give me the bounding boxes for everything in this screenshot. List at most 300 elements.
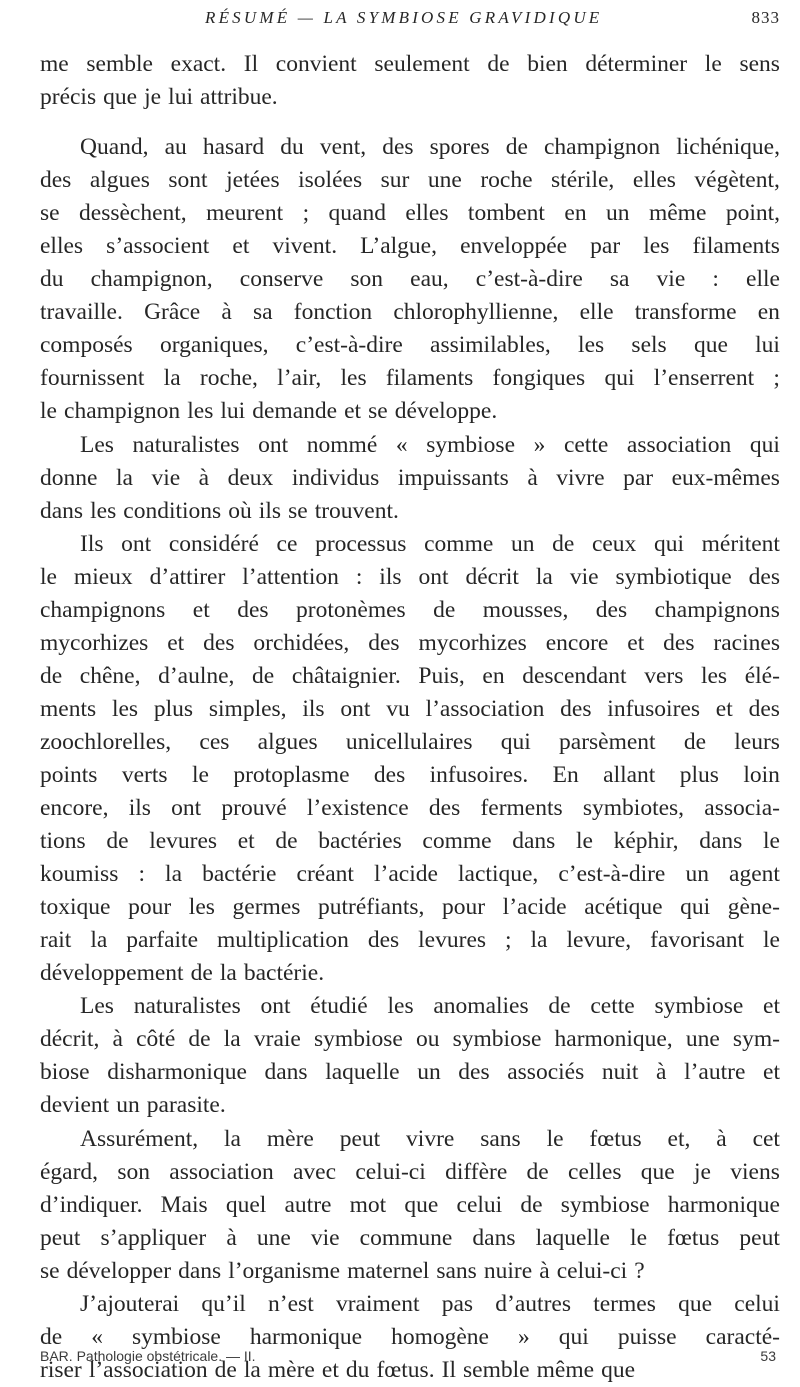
word: et — [627, 629, 645, 656]
text-line — [40, 1023, 780, 1056]
word: parasite. — [146, 1092, 226, 1119]
word: la — [165, 861, 183, 888]
word: c’est-à-dire — [558, 861, 666, 888]
word: ou — [415, 1026, 440, 1053]
word: d’aulne, — [158, 662, 235, 689]
word: des — [373, 761, 406, 788]
word: spores — [429, 134, 490, 161]
word: celui — [734, 1290, 780, 1317]
word: symbiose — [560, 1191, 650, 1218]
word: ces — [199, 728, 230, 755]
word: ont — [171, 795, 202, 822]
text-line — [40, 594, 780, 627]
word: infusoires. — [429, 761, 529, 788]
word: biose — [40, 1059, 90, 1086]
word: koumiss — [40, 861, 119, 888]
word: de — [487, 51, 510, 77]
word: autre — [284, 1191, 332, 1218]
word: travaille. — [40, 299, 123, 326]
word: conserve — [239, 266, 324, 293]
word: précis — [40, 84, 97, 111]
text-line — [40, 263, 780, 296]
word: » — [533, 431, 546, 458]
word: composés — [40, 332, 133, 359]
word: le — [40, 398, 57, 425]
word: harmonique — [667, 1191, 780, 1218]
word: elles — [632, 167, 676, 194]
text-line — [40, 1255, 780, 1288]
word: dans — [178, 1257, 222, 1284]
text-line — [40, 561, 780, 594]
word: des — [428, 795, 461, 822]
word: à — [527, 464, 538, 491]
word: cette — [590, 993, 635, 1020]
word: : — [138, 861, 145, 888]
text-line — [40, 48, 780, 81]
word: l’existence — [306, 795, 409, 822]
word: protonèmes — [296, 596, 406, 623]
word: se — [40, 200, 60, 227]
text-line — [40, 296, 780, 329]
word: cet — [752, 1125, 780, 1152]
word: Les — [80, 993, 114, 1020]
word: fonction — [293, 299, 373, 326]
word: donne — [40, 464, 98, 491]
word: à — [226, 1224, 237, 1251]
word: symbiose — [654, 993, 744, 1020]
text-line — [40, 362, 780, 395]
word: un — [510, 530, 535, 557]
word: chlorophyllienne, — [393, 299, 559, 326]
word: des — [748, 695, 780, 722]
word: que — [693, 332, 728, 359]
word: individus — [291, 464, 380, 491]
word: Assurément, — [80, 1125, 199, 1152]
word: algues — [89, 167, 150, 194]
word: des — [382, 134, 414, 161]
word: quel — [225, 1191, 267, 1218]
word: pour — [128, 894, 172, 921]
word: des — [748, 563, 780, 590]
word: développer — [66, 1257, 172, 1284]
word: filaments — [385, 365, 474, 392]
word: qui — [653, 530, 684, 557]
text-line — [40, 1222, 780, 1255]
signature-mark: BAR. Pathologie obstétricale. — II. — [40, 1348, 256, 1364]
word: bactéries — [318, 828, 402, 855]
word: une — [685, 1026, 720, 1053]
word: prouvé — [221, 795, 287, 822]
text-line — [40, 891, 780, 924]
word: devient — [40, 1092, 110, 1119]
word: par — [590, 233, 621, 260]
word: encore — [545, 629, 609, 656]
word: parfaite — [126, 927, 199, 954]
word: Ils — [80, 530, 104, 557]
word: à — [539, 1257, 550, 1284]
text-line — [40, 825, 780, 858]
word: parsèment — [559, 728, 656, 755]
word: les — [188, 894, 215, 921]
word: homogène — [391, 1323, 489, 1350]
word: » — [518, 1323, 530, 1350]
word: dans — [40, 497, 84, 524]
word: levures — [149, 828, 218, 855]
word: un — [116, 1092, 140, 1119]
text-line — [40, 1056, 780, 1089]
word: ceux — [591, 530, 637, 557]
word: se — [288, 497, 308, 524]
word: je — [694, 1158, 711, 1185]
word: associés — [507, 1059, 585, 1086]
word: considéré — [168, 530, 259, 557]
word: harmonique, — [554, 1026, 673, 1053]
word: association — [626, 431, 732, 458]
word: vu — [386, 695, 410, 722]
word: champignons — [654, 596, 780, 623]
text-line — [40, 131, 780, 164]
signature-number: 53 — [760, 1348, 776, 1364]
word: fournissent — [40, 365, 145, 392]
word: de — [40, 1323, 63, 1350]
word: exact. — [170, 51, 227, 77]
word: vraie — [253, 1026, 301, 1053]
word: le — [630, 1224, 648, 1251]
word: allant — [603, 761, 656, 788]
text-line — [40, 693, 780, 726]
word: des — [368, 629, 400, 656]
word: convient — [275, 51, 357, 77]
word: Les — [80, 431, 114, 458]
word: mère — [266, 1125, 314, 1152]
word: la — [223, 1026, 241, 1053]
word: le — [40, 563, 57, 590]
word: sym- — [732, 1026, 780, 1053]
word: putréfiants, — [318, 894, 425, 921]
word: l’air, — [277, 365, 322, 392]
word: germes — [232, 894, 301, 921]
word: de — [40, 662, 63, 689]
word: décrit — [465, 563, 519, 590]
word: et — [237, 828, 255, 855]
word: laquelle — [535, 1224, 610, 1251]
word: : — [355, 563, 363, 590]
word: bactérie. — [243, 960, 325, 987]
word: fœtus. — [376, 1356, 435, 1383]
word: celui-ci — [355, 1158, 426, 1185]
word: qui — [680, 894, 711, 921]
word: de — [214, 1356, 237, 1383]
word: fongiques — [492, 365, 586, 392]
word: hasard — [202, 134, 265, 161]
text-line — [40, 990, 780, 1023]
word: anomalies — [433, 993, 529, 1020]
word: ont — [121, 530, 152, 557]
word: leurs — [734, 728, 780, 755]
word: et — [763, 1059, 780, 1086]
word: champignons — [40, 596, 166, 623]
word: puisse — [617, 1323, 677, 1350]
word: qui — [604, 365, 635, 392]
text-line — [40, 329, 780, 362]
word: du — [345, 1356, 370, 1383]
word: l’organisme — [228, 1257, 341, 1284]
word: étudié — [310, 993, 368, 1020]
text-line — [40, 197, 780, 230]
word: ont — [260, 993, 291, 1020]
word: en — [757, 299, 780, 326]
word: eux-mêmes — [671, 464, 780, 491]
word: son — [117, 1158, 150, 1185]
word: de — [683, 728, 707, 755]
word: élé- — [744, 662, 780, 689]
word: un — [417, 1059, 441, 1086]
word: que — [601, 1356, 636, 1383]
word: la — [115, 464, 133, 491]
word: bien — [527, 51, 568, 77]
word: me — [40, 51, 69, 77]
word: l’acide — [374, 861, 438, 888]
word: de — [252, 662, 275, 689]
word: Grâce — [144, 299, 201, 326]
word: racines — [713, 629, 780, 656]
word: champignon — [64, 398, 181, 425]
word: déterminer — [585, 51, 688, 77]
word: loin — [743, 761, 780, 788]
word: c’est-à-dire — [475, 266, 583, 293]
word: En — [552, 761, 579, 788]
word: ments — [40, 695, 97, 722]
word: verts — [121, 761, 168, 788]
word: du — [280, 134, 304, 161]
word: du — [40, 266, 64, 293]
word: et — [167, 629, 185, 656]
word: plus — [153, 695, 194, 722]
word: diffère — [445, 1158, 508, 1185]
word: elle — [579, 299, 614, 326]
word: le — [575, 828, 593, 855]
word: sur — [380, 167, 410, 194]
word: les — [90, 497, 117, 524]
word: acétique — [584, 894, 663, 921]
word: l’association — [425, 695, 545, 722]
word: la — [219, 960, 237, 987]
body-text — [40, 48, 780, 1387]
word: agent — [729, 861, 780, 888]
page-footer — [40, 1348, 780, 1368]
text-line — [40, 660, 780, 693]
word: côté — [136, 1026, 176, 1053]
word: des — [560, 695, 592, 722]
word: Il — [441, 1356, 456, 1383]
word: de — [275, 828, 298, 855]
word: l’autre — [684, 1059, 746, 1086]
word: un — [606, 200, 630, 227]
word: ferments — [480, 795, 563, 822]
word: la — [535, 563, 553, 590]
word: encore, — [40, 795, 109, 822]
word: de — [520, 1191, 543, 1218]
word: c’est-à-dire — [295, 332, 403, 359]
word: à — [221, 299, 232, 326]
word: ils — [379, 563, 402, 590]
word: et — [192, 596, 210, 623]
word: Puis, — [418, 662, 465, 689]
word: tombent — [467, 200, 545, 227]
word: des — [458, 1059, 490, 1086]
word: tions — [40, 828, 86, 855]
word: vivre — [556, 464, 605, 491]
word: créant — [296, 861, 354, 888]
word: laquelle — [325, 1059, 400, 1086]
word: chêne, — [79, 662, 141, 689]
word: une — [256, 1224, 291, 1251]
word: qui — [749, 431, 780, 458]
text-line — [40, 1156, 780, 1189]
word: eau, — [410, 266, 449, 293]
text-line — [40, 792, 780, 825]
word: protoplasme — [233, 761, 350, 788]
word: képhir, — [613, 828, 679, 855]
word: des — [203, 629, 235, 656]
page-number: 833 — [751, 8, 780, 27]
word: semble — [463, 1356, 530, 1383]
word: Il — [243, 51, 259, 77]
word: à — [656, 1059, 667, 1086]
word: décrit, — [40, 1026, 100, 1053]
word: vraiment — [335, 1290, 420, 1317]
word: harmonique — [249, 1323, 363, 1350]
word: sa — [253, 299, 273, 326]
word: que — [640, 1158, 675, 1185]
word: celui — [456, 1191, 503, 1218]
text-line — [40, 81, 780, 114]
word: lui — [755, 332, 780, 359]
word: ont — [340, 695, 371, 722]
word: les — [187, 398, 214, 425]
word: vent, — [319, 134, 367, 161]
word: peut — [739, 1224, 780, 1251]
word: processus — [315, 530, 407, 557]
word: le — [191, 761, 209, 788]
word: sont — [168, 167, 208, 194]
word: lui — [220, 398, 246, 425]
text-line — [40, 1288, 780, 1321]
word: meurent — [206, 200, 284, 227]
word: roche — [480, 167, 533, 194]
word: les — [643, 233, 670, 260]
word: fœtus — [589, 1125, 642, 1152]
word: les — [578, 332, 605, 359]
word: châtaignier. — [291, 662, 401, 689]
text-line — [40, 627, 780, 660]
word: la — [243, 1356, 261, 1383]
text-line — [40, 1189, 780, 1222]
word: unicellulaires — [345, 728, 473, 755]
word: sels — [631, 332, 667, 359]
word: nommé — [306, 431, 378, 458]
word: ils — [258, 497, 282, 524]
word: ; — [302, 200, 310, 227]
word: vie — [569, 563, 599, 590]
word: le — [546, 1125, 564, 1152]
word: quand — [328, 200, 386, 227]
word: l’enserrent — [653, 365, 755, 392]
word: je — [144, 84, 162, 111]
word: ils — [128, 795, 151, 822]
word: transforme — [634, 299, 737, 326]
word: l’attention — [242, 563, 339, 590]
text-line — [40, 462, 780, 495]
word: dans — [699, 828, 743, 855]
word: que — [678, 1290, 713, 1317]
word: rait — [40, 927, 72, 954]
word: ils — [302, 695, 325, 722]
word: n’est — [268, 1290, 314, 1317]
word: isolées — [298, 167, 363, 194]
word: elle — [746, 266, 780, 293]
word: des — [663, 629, 695, 656]
word: Quand, — [80, 134, 149, 161]
word: conditions — [123, 497, 222, 524]
text-line — [40, 230, 780, 263]
word: ; — [505, 927, 512, 954]
word: seulement — [374, 51, 470, 77]
word: L’algue, — [360, 233, 437, 260]
word: levure, — [566, 927, 632, 954]
word: même — [648, 200, 707, 227]
word: d’indiquer. — [40, 1191, 143, 1218]
word: où — [228, 497, 252, 524]
word: que — [404, 1191, 439, 1218]
word: descendant — [522, 662, 627, 689]
word: se — [40, 1257, 60, 1284]
word: de — [433, 596, 456, 623]
word: attribue. — [200, 84, 278, 111]
word: en — [564, 200, 587, 227]
word: champignon — [543, 134, 661, 161]
word: favorisant — [650, 927, 745, 954]
word: toxique — [40, 894, 111, 921]
word: vivre — [406, 1125, 455, 1152]
word: nuire — [483, 1257, 533, 1284]
word: plus — [679, 761, 719, 788]
word: qu’il — [201, 1290, 246, 1317]
word: vivent. — [272, 233, 338, 260]
text-line — [40, 957, 780, 990]
word: un — [685, 861, 709, 888]
word: égard, — [40, 1158, 99, 1185]
running-title: RÉSUMÉ — LA SYMBIOSE GRAVIDIQUE — [205, 8, 603, 27]
word: sa — [609, 266, 630, 293]
word: association — [169, 1158, 274, 1185]
word: le — [704, 51, 722, 77]
word: fœtus — [667, 1224, 720, 1251]
word: à — [198, 464, 210, 491]
word: de — [190, 960, 213, 987]
word: lichénique, — [676, 134, 780, 161]
word: symbiotique — [615, 563, 732, 590]
word: maternel — [347, 1257, 430, 1284]
word: de — [552, 530, 575, 557]
word: les — [387, 993, 414, 1020]
word: « — [91, 1323, 103, 1350]
word: et — [321, 1356, 339, 1383]
running-head — [40, 8, 780, 32]
word: sans — [436, 1257, 477, 1284]
word: avec — [292, 1158, 337, 1185]
word: des — [40, 167, 72, 194]
